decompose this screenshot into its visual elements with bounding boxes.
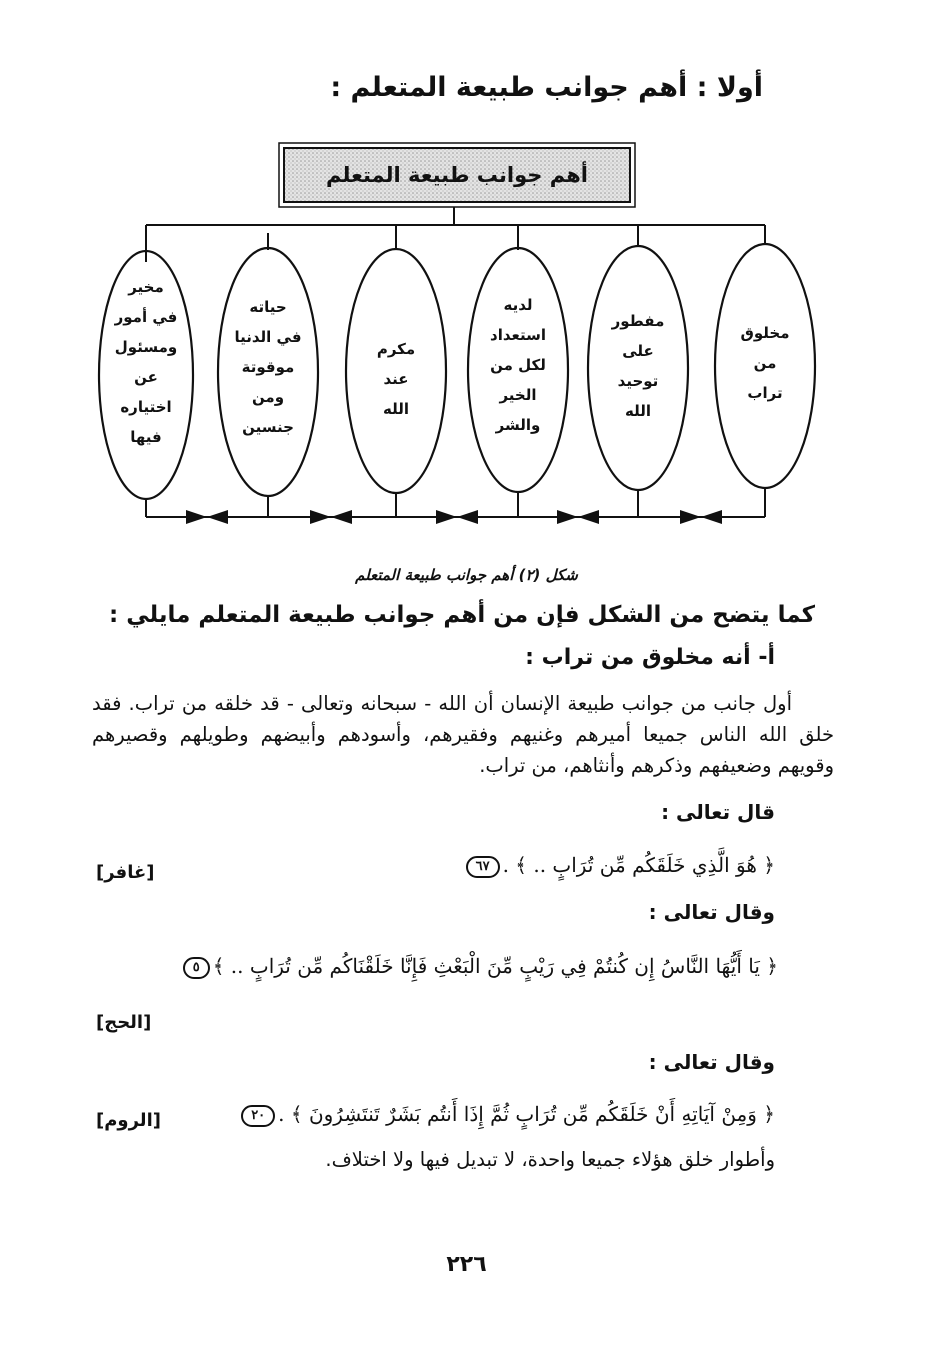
diagram-node-label: لديه استعداد لكل من الخير والشر [490,296,546,434]
intro-line: كما يتضح من الشكل فإن من أهم جوانب طبيعة المتعلم مايلي : [108,602,815,628]
verse-source: [غافر] [96,862,155,883]
quote-intro: قال تعالى : [661,800,775,824]
verse-source: [الروم] [96,1110,161,1131]
page-number: ٢٢٦ [446,1252,487,1277]
diagram-root-label: أهم جوانب طبيعة المتعلم [326,163,588,187]
ayah-number: ٢٠ [241,1105,275,1127]
quote-intro: وقال تعالى : [648,900,775,924]
point-heading: أ- أنه مخلوق من تراب : [525,645,775,670]
figure-caption: شكل (٢) أهم جوانب طبيعة المتعلم [355,566,578,584]
closing-line: وأطوار خلق هؤلاء جميعا واحدة، لا تبديل فيها ولا اختلاف. [325,1148,775,1171]
quran-verse: ﴿ يَا أَيُّهَا النَّاسُ إِن كُنتُمْ فِي رَيْبٍ مِّنَ الْبَعْثِ فَإِنَّا خَلَقْنَاكُم مِّن تُرَابٍ .. ﴾٥ [180,954,778,979]
ayah-number: ٦٧ [466,856,500,878]
diagram-node-label: مفطور على توحيد الله [611,312,665,420]
ayah-number: ٥ [183,957,210,979]
quran-verse: ﴿ هُوَ الَّذِي خَلَقَكُم مِّن تُرَابٍ .. ﴾ .٦٧ [463,853,775,878]
diagram-node-label: حياته في الدنيا موقوتة ومن جنسين [234,298,302,436]
diagram-node-label: مخلوق من تراب [740,324,790,402]
quran-verse: ﴿ وَمِنْ آيَاتِهِ أَنْ خَلَقَكُم مِّن تُرَابٍ ثُمَّ إِذَا أَنتُم بَشَرٌ تَنتَشِرُونَ ﴾ .٢٠ [238,1102,775,1127]
diagram-node-label: مخير في أمور ومسئول عن اختياره فيها [114,278,178,446]
quote-intro: وقال تعالى : [648,1050,775,1074]
diagram-node-label: مكرم عند الله [376,340,416,418]
body-paragraph: أول جانب من جوانب طبيعة الإنسان أن الله - سبحانه وتعالى - قد خلقه من تراب. فقد خلق الله الناس جميعا أميرهم وغنيهم وفقيرهم، وأسودهم وأبيضهم وطويلهم وقصيرهم وقويهم وضعيفهم وذكرهم وأنثاهم، من تراب. [92,692,834,777]
section-title: أولا : أهم جوانب طبيعة المتعلم : [330,72,763,103]
verse-source: [الحج] [96,1012,152,1033]
